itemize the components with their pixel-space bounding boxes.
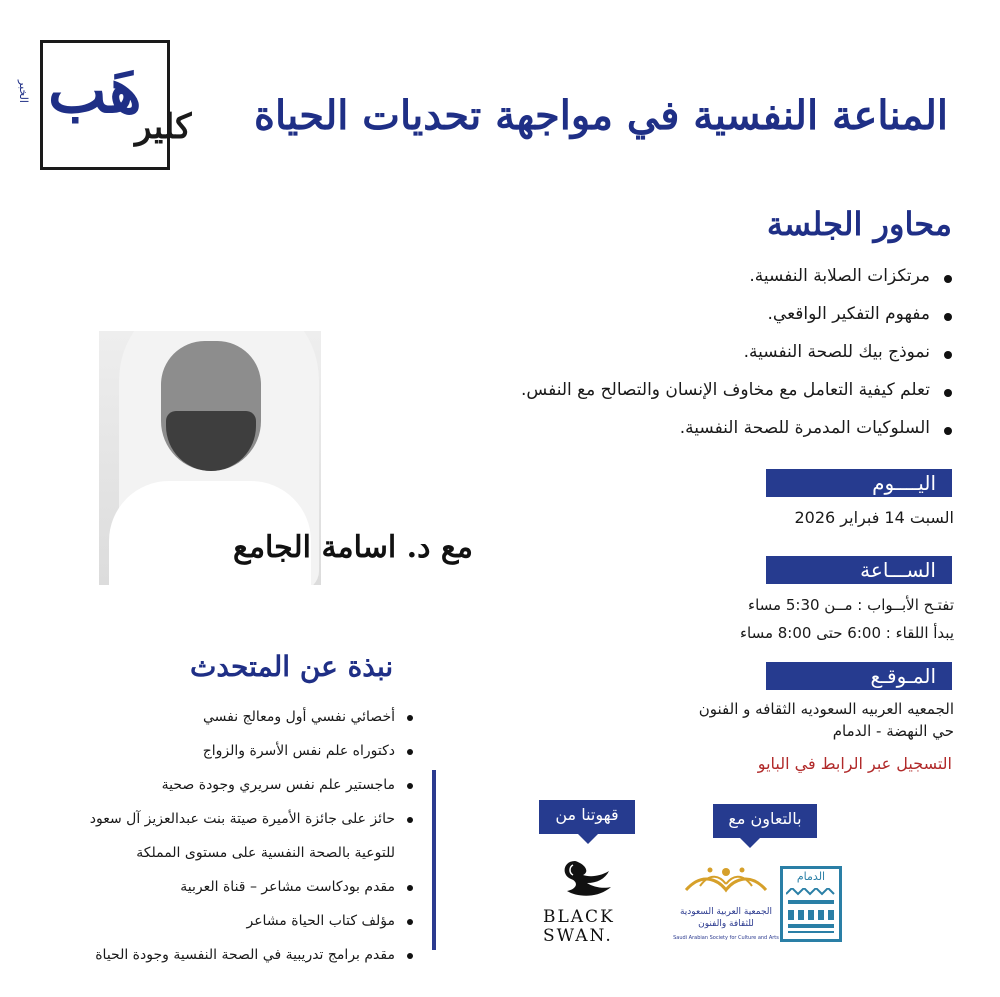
partners-tag-pointer: [740, 838, 760, 848]
coffee-tag-pointer: [578, 834, 598, 844]
list-item: دكتوراه علم نفس الأسرة والزواج: [35, 734, 415, 768]
list-item: السلوكيات المدمرة للصحة النفسية.: [414, 414, 954, 452]
registration-note: التسجيل عبر الرابط في البايو: [757, 754, 952, 773]
list-item: مقدم بودكاست مشاعر – قناة العربية: [35, 870, 415, 904]
logo-main-text: هَب: [48, 54, 142, 127]
page-title: المناعة النفسية في مواجهة تحديات الحياة: [254, 92, 948, 139]
logo-sub-text: كلير: [135, 107, 192, 147]
bio-heading: نبذة عن المتحدث: [190, 650, 394, 683]
swan-icon: [553, 857, 623, 905]
list-item: نموذج بيك للصحة النفسية.: [414, 338, 954, 376]
list-item: ماجستير علم نفس سريري وجودة صحية: [35, 768, 415, 802]
logo-tiny-text: الخبر: [17, 80, 30, 103]
session-time: يبدأ اللقاء : 6:00 حتى 8:00 مساء: [739, 624, 954, 642]
list-item: تعلم كيفية التعامل مع مخاوف الإنسان والتصالح مع النفس.: [414, 376, 954, 414]
list-item: حائز على جائزة الأميرة صيتة بنت عبدالعزيز آل سعود: [35, 802, 415, 836]
bio-list: [35, 700, 415, 972]
session-axes-list: [414, 262, 954, 452]
speaker-name: مع د. اسامة الجامع: [233, 530, 473, 565]
coffee-tag: قهوتنا من: [539, 800, 635, 834]
list-item: مرتكزات الصلابة النفسية.: [414, 262, 954, 300]
culture-society-logo-icon: [680, 862, 772, 898]
time-label: الســـاعة: [766, 556, 952, 584]
location-line-2: حي النهضة - الدمام: [832, 722, 954, 740]
divider: [432, 770, 436, 950]
list-item: أخصائي نفسي أول ومعالج نفسي: [35, 700, 415, 734]
dammam-pattern-icon: [786, 888, 836, 936]
culture-society-name-en: Saudi Arabian Society for Culture and Arts: [673, 935, 779, 941]
doors-open-time: تفتـح الأبــواب : مــن 5:30 مساء: [748, 596, 954, 614]
session-axes-heading: محاور الجلسة: [766, 205, 952, 243]
list-item: مفهوم التفكير الواقعي.: [414, 300, 954, 338]
list-item: مؤلف كتاب الحياة مشاعر: [35, 904, 415, 938]
culture-society-name-ar: الجمعية العربية السعودية للثقافة والفنون: [679, 907, 773, 929]
list-item: مقدم برامج تدريبية في الصحة النفسية وجودة الحياة: [35, 938, 415, 972]
location-line-1: الجمعيه العربيه السعوديه الثقافه و الفنون: [698, 700, 954, 718]
dammam-logo-text: الدمام: [796, 870, 826, 883]
list-item: للتوعية بالصحة النفسية على مستوى المملكة: [136, 845, 395, 861]
location-label: المـوقـع: [766, 662, 952, 690]
day-value: السبت 14 فبراير 2026: [794, 508, 954, 527]
day-label: اليــــوم: [766, 469, 952, 497]
black-swan-logo-text: BLACK SWAN.: [543, 907, 615, 946]
partners-tag: بالتعاون مع: [713, 804, 817, 838]
